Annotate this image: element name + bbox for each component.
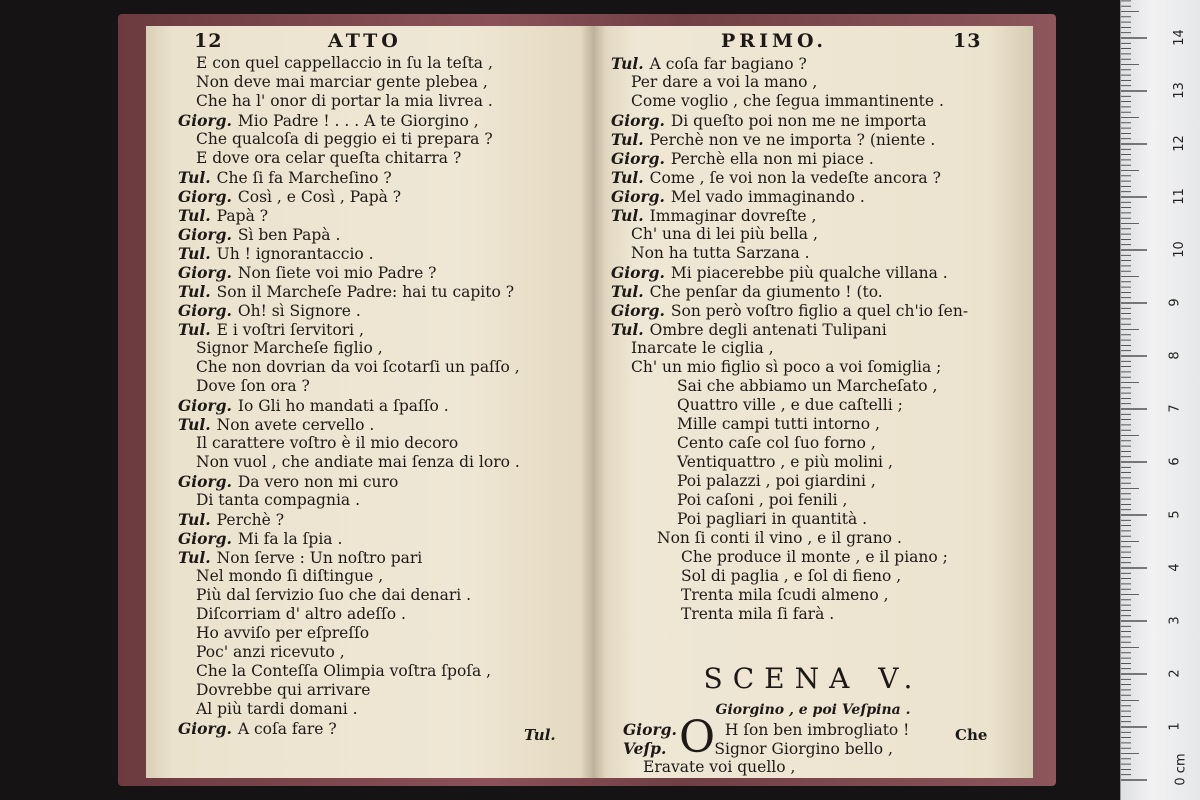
text-line	[593, 358, 1033, 377]
text-line	[146, 377, 593, 396]
speaker-label: Tul.	[178, 415, 211, 434]
line-text: Mio Padre ! . . . A te Giorgino ,	[237, 112, 479, 130]
text-line	[146, 605, 593, 624]
speaker-label: Giorg.	[611, 149, 665, 168]
speaker-label: Giorg.	[611, 301, 665, 320]
ruler-number: 14	[1171, 29, 1187, 46]
ruler-unit-label: 0 cm	[1173, 753, 1189, 786]
line-text: Che la Conteſſa Olimpia voſtra ſpoſa ,	[196, 662, 492, 680]
scene-title: SCENA V.	[703, 662, 923, 695]
text-block	[593, 54, 1033, 624]
text-line	[593, 54, 1033, 73]
text-line	[593, 491, 1033, 510]
speaker-label: Giorg.	[178, 472, 232, 491]
line-text: Immaginar dovreſte ,	[649, 207, 817, 225]
text-line	[146, 662, 593, 681]
speaker-label: Giorg.	[178, 301, 232, 320]
ruler-number: 5	[1167, 510, 1183, 519]
speaker-label: Tul.	[178, 548, 211, 567]
speaker-label: Giorg.	[178, 396, 232, 415]
text-line	[593, 758, 1033, 777]
ruler-number: 4	[1167, 563, 1183, 572]
line-text: Signor Marcheſe figlio ,	[196, 339, 383, 357]
line-text: Ch' un mio figlio sì poco a voi ſomiglia ;	[631, 358, 942, 376]
text-line	[146, 472, 593, 491]
text-line	[146, 244, 593, 263]
ruler-ticks	[1121, 0, 1200, 800]
speaker-label: Giorg.	[611, 263, 665, 282]
text-line	[593, 339, 1033, 358]
line-text: Ho avviſo per eſpreſſo	[196, 624, 370, 642]
text-line	[593, 111, 1033, 130]
text-line	[593, 263, 1033, 282]
text-line	[593, 377, 1033, 396]
text-line	[593, 548, 1033, 567]
ruler-number: 7	[1167, 404, 1183, 413]
line-text: Perchè ella non mi piace .	[670, 150, 874, 168]
speaker-label: Giorg.	[178, 263, 232, 282]
text-line	[146, 548, 593, 567]
text-line	[146, 149, 593, 168]
line-text: E dove ora celar queſta chitarra ?	[196, 149, 462, 167]
catchword: Che	[955, 726, 988, 744]
text-line	[593, 434, 1033, 453]
text-line	[146, 453, 593, 472]
measuring-ruler	[1120, 0, 1200, 800]
line-text: Che qualcoſa di peggio ei ti prepara ?	[196, 130, 493, 148]
line-text: Io Gli ho mandati a ſpaſſo .	[237, 397, 449, 415]
line-text: Perchè non ve ne importa ? (niente .	[649, 131, 936, 149]
line-text: Non ha tutta Sarzana .	[631, 244, 810, 262]
text-line	[593, 605, 1033, 624]
line-text: Diſcorriam d' altro adeſſo .	[196, 605, 406, 623]
line-text: A coſa far bagiano ?	[649, 55, 807, 73]
text-line	[593, 187, 1033, 206]
line-text: Cento caſe col ſuo forno ,	[677, 434, 876, 452]
text-line	[593, 206, 1033, 225]
line-text: Come voglio , che ſegua immantinente .	[631, 92, 944, 110]
text-line	[146, 358, 593, 377]
text-line	[593, 168, 1033, 187]
speaker-label: Tul.	[178, 206, 211, 225]
line-text: H ſon ben imbrogliato !	[724, 721, 910, 739]
text-line	[593, 396, 1033, 415]
text-line	[593, 282, 1033, 301]
line-text: Mi piacerebbe più qualche villana .	[670, 264, 948, 282]
line-text: Dove ſon ora ?	[196, 377, 310, 395]
speaker-label: Tul.	[611, 130, 644, 149]
line-text: Non ſi conti il vino , e il grano .	[657, 529, 902, 547]
speaker-label: Tul.	[178, 244, 211, 263]
line-text: Che ſi fa Marcheſino ?	[216, 169, 392, 187]
line-text: Trenta mila ſcudi almeno ,	[681, 586, 889, 604]
line-text: Che produce il monte , e il piano ;	[681, 548, 948, 566]
speaker-label: Tul.	[178, 282, 211, 301]
text-line	[146, 111, 593, 130]
line-text: Il carattere voſtro è il mio decoro	[196, 434, 459, 452]
speaker-label: Giorg.	[611, 187, 665, 206]
text-line	[593, 586, 1033, 605]
text-line	[146, 206, 593, 225]
text-line	[146, 624, 593, 643]
speaker-label: Tul.	[611, 206, 644, 225]
line-text: Son il Marcheſe Padre: hai tu capito ?	[216, 283, 515, 301]
text-line	[593, 92, 1033, 111]
speaker-label: Tul.	[611, 282, 644, 301]
speaker-label: Tul.	[178, 168, 211, 187]
speaker-label: Giorg.	[178, 719, 232, 738]
text-line	[146, 301, 593, 320]
text-line	[593, 529, 1033, 548]
text-line	[593, 453, 1033, 472]
line-text: Sai che abbiamo un Marcheſato ,	[677, 377, 938, 395]
line-text: Non vuol , che andiate mai ſenza di loro .	[196, 453, 520, 471]
line-text: Papà ?	[216, 207, 269, 225]
text-line	[146, 510, 593, 529]
text-line	[146, 225, 593, 244]
text-line	[146, 168, 593, 187]
line-text: Trenta mila ſi farà .	[681, 605, 835, 623]
speaker-label: Tul.	[611, 320, 644, 339]
line-text: Di tanta compagnia .	[196, 491, 360, 509]
ruler-number: 9	[1167, 298, 1183, 307]
ruler-number: 6	[1167, 457, 1183, 466]
speaker-label: Tul.	[611, 168, 644, 187]
text-line	[593, 149, 1033, 168]
line-text: Uh ! ignorantaccio .	[216, 245, 374, 263]
line-text: Ventiquattro , e più molini ,	[677, 453, 893, 471]
line-text: Inarcate le ciglia ,	[631, 339, 774, 357]
text-line	[593, 567, 1033, 586]
speaker-label: Tul.	[178, 510, 211, 529]
text-line	[593, 301, 1033, 320]
speaker-label: Giorg.	[623, 720, 677, 739]
ruler-number: 10	[1171, 241, 1187, 258]
line-text: Poi pagliari in quantità .	[677, 510, 868, 528]
speaker-label: Giorg.	[178, 111, 232, 130]
text-line	[146, 567, 593, 586]
text-line	[146, 54, 593, 73]
line-text: Sol di paglia , e ſol di fieno ,	[681, 567, 902, 585]
text-line	[146, 415, 593, 434]
line-text: Sì ben Papà .	[237, 226, 341, 244]
ruler-number: 8	[1167, 351, 1183, 360]
text-line	[146, 396, 593, 415]
line-text: Ombre degli antenati Tulipani	[649, 321, 887, 339]
text-line	[146, 130, 593, 149]
text-block	[146, 54, 593, 738]
speaker-label: Giorg.	[611, 111, 665, 130]
text-line	[593, 73, 1033, 92]
book-gutter	[580, 26, 606, 778]
line-text: E con quel cappellaccio in ſu la teſta ,	[196, 54, 493, 72]
line-text: Dovrebbe qui arrivare	[196, 681, 371, 699]
ruler-number: 2	[1167, 669, 1183, 678]
line-text: Non deve mai marciar gente plebea ,	[196, 73, 488, 91]
text-line	[146, 73, 593, 92]
text-line	[146, 643, 593, 662]
line-text: Che ha l' onor di portar la mia livrea .	[196, 92, 493, 110]
line-text: Più dal ſervizio ſuo che dai denari .	[196, 586, 472, 604]
line-text: Perchè ?	[216, 511, 285, 529]
catchword: Tul.	[524, 726, 556, 744]
text-line	[146, 263, 593, 282]
line-text: Che non dovrian da voi ſcotarſi un paſſo ,	[196, 358, 520, 376]
text-line	[593, 244, 1033, 263]
line-text: Mille campi tutti intorno ,	[677, 415, 880, 433]
text-line	[146, 320, 593, 339]
speaker-label: Veſp.	[623, 739, 667, 758]
speaker-label: Giorg.	[178, 187, 232, 206]
text-line	[146, 529, 593, 548]
line-text: Signor Giorgino bello ,	[714, 740, 893, 758]
line-text: Non ſiete voi mio Padre ?	[237, 264, 437, 282]
line-text: Mi fa la ſpia .	[237, 530, 343, 548]
line-text: Nel mondo ſi diſtingue ,	[196, 567, 384, 585]
text-line	[146, 434, 593, 453]
speaker-label: Giorg.	[178, 529, 232, 548]
text-line	[146, 92, 593, 111]
line-text: Ch' una di lei più bella ,	[631, 225, 818, 243]
speaker-label: Tul.	[178, 320, 211, 339]
line-text: Di queſto poi non me ne importa	[670, 112, 927, 130]
right-page	[593, 26, 1033, 778]
line-text: Poi caſoni , poi fenili ,	[677, 491, 848, 509]
text-line	[146, 700, 593, 719]
line-text: Oh! sì Signore .	[237, 302, 361, 320]
text-line	[593, 225, 1033, 244]
line-text: Da vero non mi curo	[237, 473, 399, 491]
line-text: Così , e Così , Papà ?	[237, 188, 402, 206]
drop-cap: O	[679, 712, 716, 763]
page-number: 12	[194, 30, 223, 52]
line-text: Son però voſtro figlio a quel ch'io ſen-	[670, 302, 969, 320]
left-page	[146, 26, 593, 778]
line-text: Mel vado immaginando .	[670, 188, 865, 206]
page-number: 13	[953, 30, 982, 52]
line-text: Non avete cervello .	[216, 416, 375, 434]
text-line	[593, 130, 1033, 149]
ruler-number: 11	[1171, 188, 1187, 205]
line-text: Come , ſe voi non la vedeſte ancora ?	[649, 169, 941, 187]
scene-subtitle: Giorgino , e poi Veſpina .	[715, 702, 911, 718]
text-line	[146, 187, 593, 206]
line-text: Non ſerve : Un noſtro pari	[216, 549, 423, 567]
running-header: PRIMO.	[721, 30, 828, 52]
ruler-number: 1	[1167, 722, 1183, 731]
text-line	[593, 510, 1033, 529]
line-text: Poi palazzi , poi giardini ,	[677, 472, 876, 490]
text-line	[146, 339, 593, 358]
line-text: Al più tardi domani .	[196, 700, 358, 718]
line-text: A coſa fare ?	[237, 720, 337, 738]
line-text: Che penſar da giumento ! (to.	[649, 283, 883, 301]
speaker-label: Tul.	[611, 54, 644, 73]
ruler-number: 12	[1171, 135, 1187, 152]
speaker-label: Giorg.	[178, 225, 232, 244]
text-line	[146, 491, 593, 510]
text-line	[146, 681, 593, 700]
ruler-number: 3	[1167, 616, 1183, 625]
text-line	[146, 586, 593, 605]
line-text: Quattro ville , e due caſtelli ;	[677, 396, 903, 414]
running-header: ATTO	[328, 30, 402, 52]
ruler-number: 13	[1171, 82, 1187, 99]
line-text: Per dare a voi la mano ,	[631, 73, 818, 91]
text-line	[593, 320, 1033, 339]
text-line	[593, 472, 1033, 491]
text-line	[593, 415, 1033, 434]
line-text: Eravate voi quello ,	[643, 758, 796, 776]
line-text: E i voſtri ſervitori ,	[216, 321, 364, 339]
line-text: Poc' anzi ricevuto ,	[196, 643, 345, 661]
text-line	[146, 282, 593, 301]
